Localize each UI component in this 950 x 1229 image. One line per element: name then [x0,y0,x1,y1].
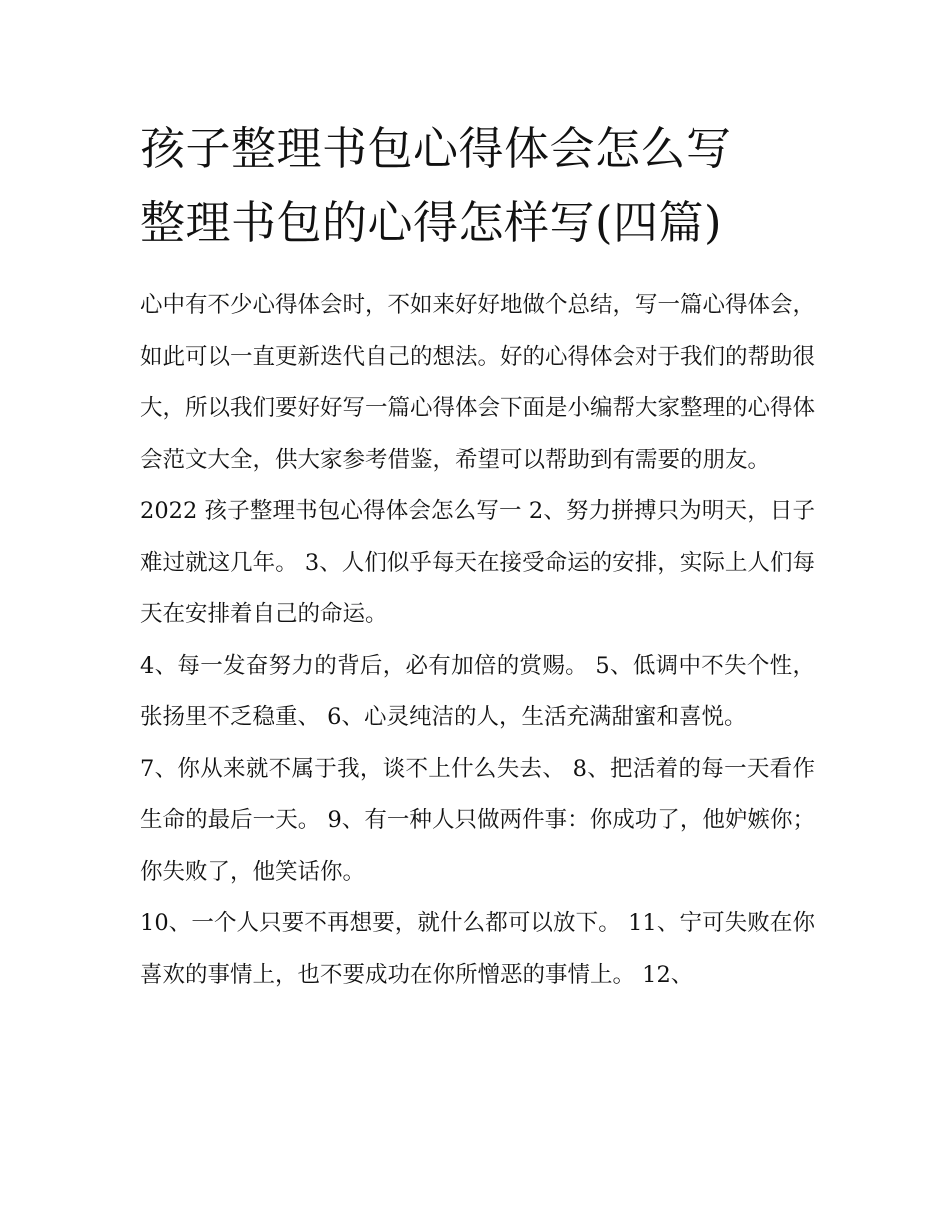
paragraph: 10、一个人只要不再想要，就什么都可以放下。 11、宁可失败在你喜欢的事情上，也不要成功在你所憎恶的事情上。 12、 [140,910,815,988]
document-body [140,280,815,1001]
paragraph: 7、你从来就不属于我，谈不上什么失去、 8、把活着的每一天看作生命的最后一天。 9、有一种人只做两件事：你成功了，他妒嫉你；你失败了，他笑话你。 [140,755,815,885]
title-line-2: 整理书包的心得怎样写(四篇) [140,196,723,249]
paragraph-intro: 心中有不少心得体会时，不如来好好地做个总结，写一篇心得体会，如此可以一直更新迭代自己的想法。好的心得体会对于我们的帮助很大，所以我们要好好写一篇心得体会下面是小编帮大家整理的心得体会范文大全，供大家参考借鉴，希望可以帮助到有需要的朋友。 [140,292,816,473]
paragraph: 2022 孩子整理书包心得体会怎么写一 2、努力拼搏只为明天，日子难过就这几年。 3、人们似乎每天在接受命运的安排，实际上人们每天在安排着自己的命运。 [140,498,815,627]
title-line-1: 孩子整理书包心得体会怎么写 [140,122,732,175]
document-title [140,0,815,260]
paragraph: 4、每一发奋努力的背后，必有加倍的赏赐。 5、低调中不失个性，张扬里不乏稳重、 6、心灵纯洁的人，生活充满甜蜜和喜悦。 [140,652,815,730]
document-page [140,0,815,1229]
